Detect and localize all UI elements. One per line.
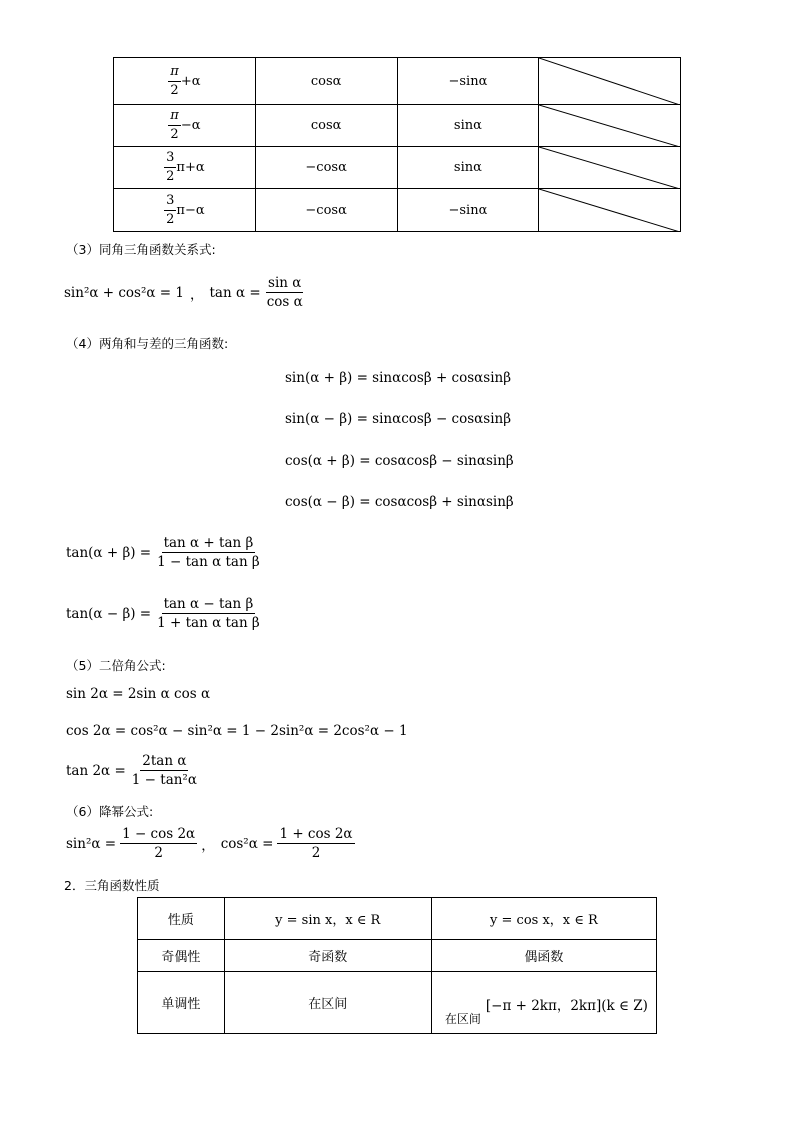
angle-cell: $\frac{\pi}{2}$ +α [114,58,256,105]
property-label: 奇偶性 [138,940,225,972]
header-property: 性质 [138,898,225,940]
sin-cell: sinα [397,147,539,189]
tan-diff-formula: tan(α − β) = $\frac{\text{tan α − tan β}}{\text{1 + tan α tan β}}$ [66,596,260,631]
cos-sum-formula: cos(α + β) = cosαcosβ − sinαsinβ [285,453,514,469]
section-4-heading: （4）两角和与差的三角函数: [66,336,229,351]
sin-cell: −sinα [397,58,539,105]
tan-sum-formula: tan(α + β) = $\frac{\text{tan α + tan β}}{\text{1 − tan α tan β}}$ [66,535,260,570]
table-row [114,105,681,147]
diagonal-line [539,147,680,189]
cos-value [431,972,656,1034]
cos-diff-formula: cos(α − β) = cosαcosβ + sinαsinβ [285,494,514,510]
cos-cell: −cosα [255,147,397,189]
cos-value: 偶函数 [431,940,656,972]
diagonal-line [539,58,680,105]
interval-value: [−π + 2kπ，2kπ](k ∈ Z) [485,998,648,1014]
section-3-heading: （3）同角三角函数关系式: [66,242,216,257]
cos-double-formula: cos 2α = cos²α − sin²α = 1 − 2sin²α = 2cos²α − 1 [66,723,408,739]
power-reduction-formula: sin²α = $\frac{1 - \cos 2\alpha}{2}$ ， cos²α = $\frac{1 + \cos 2\alpha}{2}$ [66,826,353,861]
slashed-cell [539,58,681,105]
slashed-cell [539,189,681,232]
property-label: 单调性 [138,972,225,1034]
sin-diff-formula: sin(α − β) = sinαcosβ − cosαsinβ [285,411,512,427]
table-header-row [138,898,657,940]
slashed-cell [539,105,681,147]
slashed-cell [539,147,681,189]
part-2-heading: 2．三角函数性质 [64,878,160,893]
table-row [138,972,657,1034]
cos-cell: −cosα [255,189,397,232]
interval-prefix: 在区间 [444,1012,481,1026]
diagonal-line [539,189,680,232]
section-6-heading: （6）降幂公式: [66,804,154,819]
angle-cell: $\frac{3}{2}$ π+α [114,147,256,189]
sin-sum-formula: sin(α + β) = sinαcosβ + cosαsinβ [285,370,512,386]
table-row [114,147,681,189]
section-5-heading: （5）二倍角公式: [66,658,166,673]
diagonal-line [539,105,680,147]
sin-cell: sinα [397,105,539,147]
trig-properties-table [137,897,657,1034]
angle-cell: $\frac{3}{2}$ π−α [114,189,256,232]
identity-formula: sin²α + cos²α = 1 ， tan α = $\frac{\text{sin α}}{\text{cos α}}$ [64,275,303,310]
induction-formula-table [113,57,681,232]
tan-double-formula: tan 2α = $\frac{\text{2tan α}}{\text{1 − tan²α}}$ [66,753,197,788]
sin-value: 奇函数 [224,940,431,972]
cos-cell: cosα [255,105,397,147]
angle-cell: $\frac{\pi}{2}$ −α [114,105,256,147]
table-row [138,940,657,972]
sin-cell: −sinα [397,189,539,232]
table-row [114,189,681,232]
cos-cell: cosα [255,58,397,105]
sin-double-formula: sin 2α = 2sin α cos α [66,686,211,702]
header-sin: y = sin x，x ∈ R [224,898,431,940]
sin-value: 在区间 [224,972,431,1034]
table-row [114,58,681,105]
header-cos: y = cos x，x ∈ R [431,898,656,940]
